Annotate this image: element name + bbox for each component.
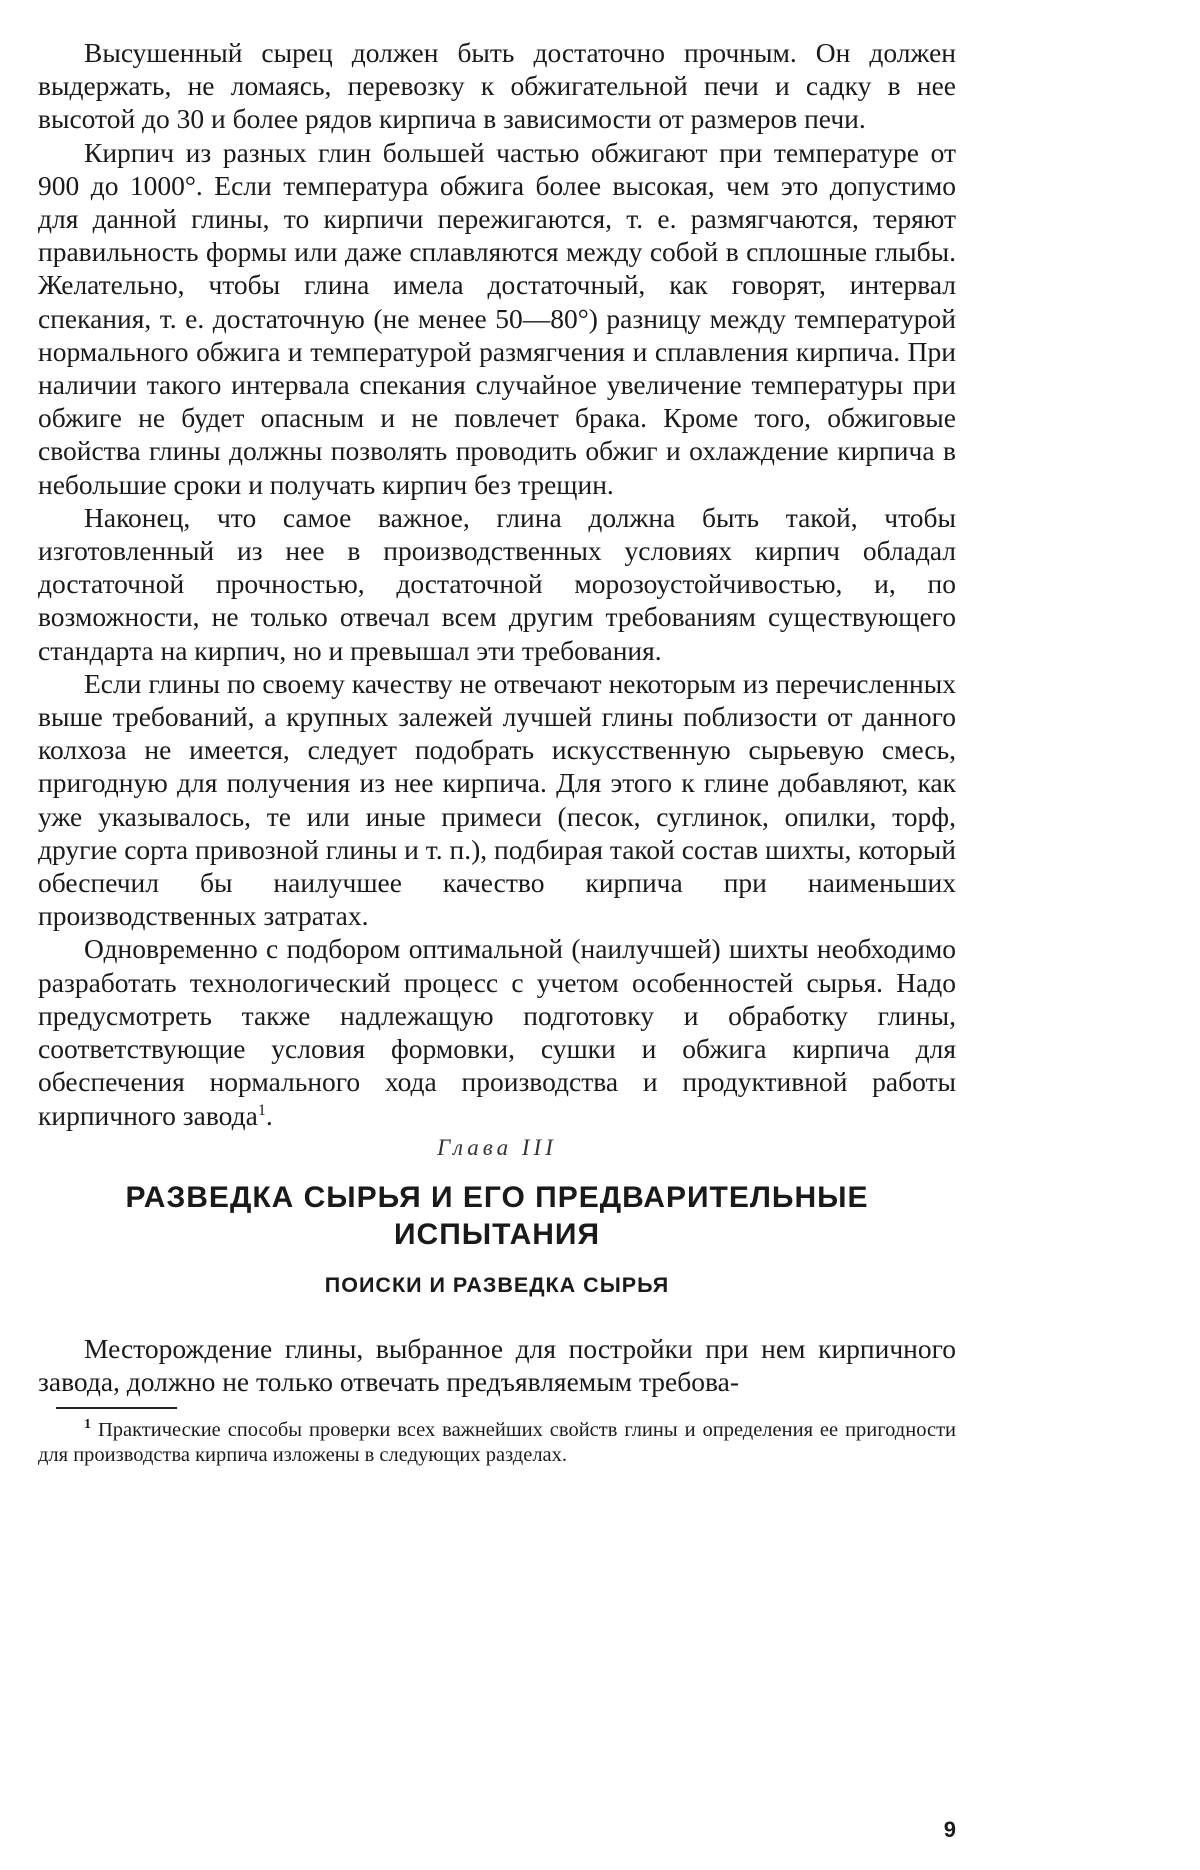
body-paragraph-5-text: Одновременно с подбором оптимальной (наилучшей) шихты необходимо разработать технологический процесс с учетом особенностей сырья. Надо предусмотреть также надлежащую подготовку и обработку глины, соответствующие условия формовки, сушки и обжига кирпича для обеспечения нормального хода производства и продуктивной работы кирпичного завода (38, 933, 956, 1131)
body-paragraph-1: Высушенный сырец должен быть достаточно прочным. Он должен выдержать, не ломаясь, перевозку к обжигательной печи и садку в нее высотой до 30 и более рядов кирпича в зависимости от размеров печи. (38, 37, 956, 135)
chapter-label: Глава III (437, 1135, 557, 1160)
book-page (38, 36, 957, 1842)
footnote-marker: 1 (84, 1417, 91, 1433)
body-paragraph-5 (38, 932, 956, 1131)
page-number: 9 (943, 1817, 956, 1842)
chapter-title: РАЗВЕДКА СЫРЬЯ И ЕГО ПРЕДВАРИТЕЛЬНЫЕ ИСПЫТАНИЯ (125, 1181, 869, 1251)
body-paragraph-2: Кирпич из разных глин большей частью обжигают при температуре от 900 до 1000°. Если температура обжига более высокая, чем это допустимо для данной глины, то кирпичи пережигаются, т. е. размягчаются, теряют правильность формы или даже сплавляются между собой в сплошные глыбы. Желательно, чтобы глина имела достаточный, как говорят, интервал спекания, т. е. достаточную (не менее 50—80°) разницу между температурой нормального обжига и температурой размягчения и сплавления кирпича. При наличии такого интервала спекания случайное увеличение температуры при обжиге не будет опасным и не повлечет брака. Кроме того, обжиговые свойства глины должны позволять проводить обжиг и охлаждение кирпича в небольшие сроки и получать кирпич без трещин. (38, 136, 956, 500)
main-text-block (38, 36, 956, 1132)
section-paragraph: Месторождение глины, выбранное для постройки при нем кирпичного завода, должно не только отвечать предъявляемым требова- (38, 1333, 956, 1398)
footnote-reference[interactable]: 1 (257, 1101, 266, 1119)
body-paragraph-4: Если глины по своему качеству не отвечают некоторым из перечисленных выше требований, а крупных залежей лучшей глины поблизости от данного колхоза не имеется, следует подобрать искусственную сырьевую смесь, пригодную для получения из нее кирпича. Для этого к глине добавляют, как уже указывалось, те или иные примеси (песок, суглинок, опилки, торф, другие сорта привозной глины и т. п.), подбирая такой состав шихты, который обеспечил бы наилучшее качество кирпича при наименьших производственных затратах. (38, 667, 956, 932)
footnote (38, 1418, 956, 1468)
section-text-block (38, 1332, 956, 1398)
footnote-divider (56, 1407, 177, 1409)
footnote-text: Практические способы проверки всех важнейших свойств глины и определения ее пригодности для производства кирпича изложены в следующих разделах. (38, 1419, 957, 1466)
body-paragraph-3: Наконец, что самое важное, глина должна быть такой, чтобы изготовленный из нее в производственных условиях кирпич обладал достаточной прочностью, достаточной морозоустойчивостью, и, по возможности, не только отвечал всем другим требованиям существующего стандарта на кирпич, но и превышал эти требования. (38, 501, 956, 666)
body-paragraph-5-end: . (265, 1099, 273, 1131)
section-title: ПОИСКИ И РАЗВЕДКА СЫРЬЯ (324, 1273, 670, 1297)
